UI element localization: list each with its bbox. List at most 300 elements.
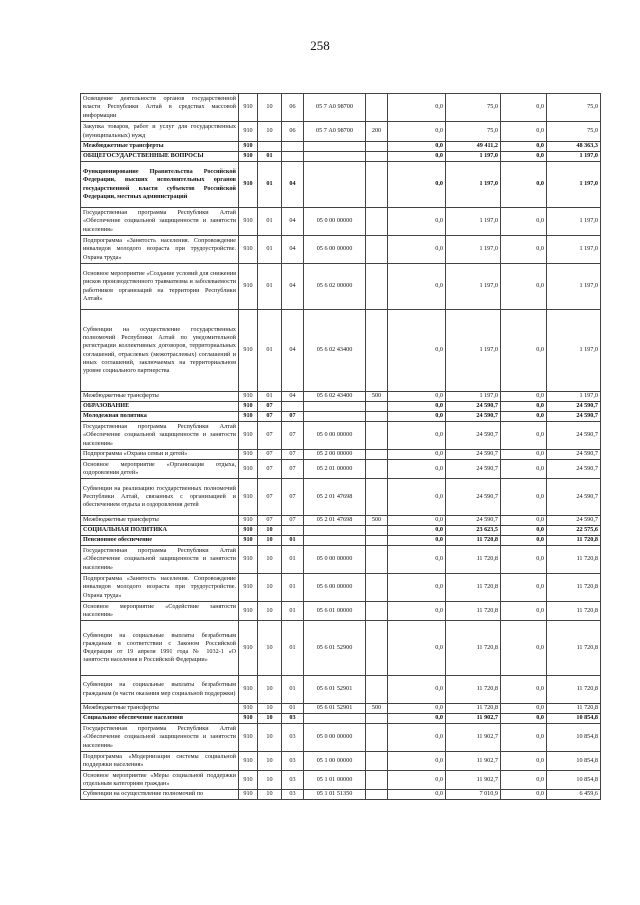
row-value-3: 0,0 — [501, 704, 547, 714]
table-row — [81, 752, 601, 771]
row-value-1: 0,0 — [388, 704, 446, 714]
table-row — [81, 526, 601, 536]
row-value-3: 0,0 — [501, 676, 547, 704]
row-ved-code: 910 — [239, 676, 258, 704]
row-target-code — [304, 714, 366, 724]
row-ved-code: 910 — [239, 536, 258, 546]
row-subsection-code — [282, 152, 304, 162]
row-ved-code: 910 — [239, 790, 258, 800]
row-section-code: 10 — [258, 621, 282, 676]
row-expense-type-code — [366, 790, 388, 800]
row-target-code: 05 6 01 52901 — [304, 704, 366, 714]
row-target-code: 05 1 00 00000 — [304, 752, 366, 771]
row-expense-type-code — [366, 479, 388, 516]
row-ved-code: 910 — [239, 460, 258, 479]
row-section-code: 01 — [258, 392, 282, 402]
row-value-2: 11 902,7 — [446, 752, 501, 771]
row-value-4: 75,0 — [547, 94, 601, 122]
row-section-code: 10 — [258, 536, 282, 546]
table-row — [81, 402, 601, 412]
row-value-1: 0,0 — [388, 771, 446, 790]
row-subsection-code: 04 — [282, 208, 304, 236]
row-value-2: 49 411,2 — [446, 142, 501, 152]
row-ved-code: 910 — [239, 402, 258, 412]
row-value-2: 24 590,7 — [446, 412, 501, 422]
row-target-code: 05 0 00 00000 — [304, 546, 366, 574]
row-ved-code: 910 — [239, 122, 258, 142]
row-value-4: 1 197,0 — [547, 236, 601, 264]
row-name: Основное мероприятие «Организация отдыха, оздоровления детей» — [81, 460, 239, 479]
row-section-code: 10 — [258, 724, 282, 752]
row-name: СОЦИАЛЬНАЯ ПОЛИТИКА — [81, 526, 239, 536]
row-name: Подпрограмма «Охрана семьи и детей» — [81, 450, 239, 460]
row-name: Межбюджетные трансферты — [81, 142, 239, 152]
row-value-2: 1 197,0 — [446, 264, 501, 310]
row-subsection-code: 01 — [282, 704, 304, 714]
row-name: Основное мероприятие «Содействие занятости населения» — [81, 602, 239, 621]
row-ved-code: 910 — [239, 621, 258, 676]
row-value-1: 0,0 — [388, 676, 446, 704]
row-subsection-code: 06 — [282, 94, 304, 122]
row-name: Основное мероприятие «Меры социальной поддержки отдельным категориям граждан» — [81, 771, 239, 790]
row-ved-code: 910 — [239, 412, 258, 422]
row-section-code: 10 — [258, 122, 282, 142]
row-ved-code: 910 — [239, 546, 258, 574]
row-value-3: 0,0 — [501, 621, 547, 676]
row-value-2: 11 720,8 — [446, 546, 501, 574]
row-value-4: 48 363,3 — [547, 142, 601, 152]
row-value-2: 11 902,7 — [446, 714, 501, 724]
row-value-4: 1 197,0 — [547, 392, 601, 402]
row-value-2: 24 590,7 — [446, 516, 501, 526]
row-value-3: 0,0 — [501, 771, 547, 790]
row-value-4: 24 590,7 — [547, 479, 601, 516]
row-target-code — [304, 402, 366, 412]
row-value-3: 0,0 — [501, 122, 547, 142]
row-target-code: 05 1 01 00000 — [304, 771, 366, 790]
row-subsection-code: 04 — [282, 236, 304, 264]
row-ved-code: 910 — [239, 152, 258, 162]
table-row — [81, 704, 601, 714]
row-expense-type-code — [366, 460, 388, 479]
row-value-4: 1 197,0 — [547, 152, 601, 162]
row-subsection-code: 07 — [282, 516, 304, 526]
row-target-code: 05 0 00 00000 — [304, 724, 366, 752]
row-subsection-code: 07 — [282, 460, 304, 479]
row-expense-type-code — [366, 94, 388, 122]
row-name: Функционирование Правительства Российской Федерации, высших исполнительных органов государственной власти субъектов Российской Федерации, местных администраций — [81, 162, 239, 208]
row-section-code — [258, 142, 282, 152]
row-ved-code: 910 — [239, 236, 258, 264]
table-row — [81, 208, 601, 236]
row-value-1: 0,0 — [388, 752, 446, 771]
row-subsection-code — [282, 526, 304, 536]
row-expense-type-code — [366, 402, 388, 412]
row-expense-type-code — [366, 574, 388, 602]
row-section-code: 07 — [258, 450, 282, 460]
row-value-2: 11 902,7 — [446, 771, 501, 790]
row-name: Молодежная политика — [81, 412, 239, 422]
row-value-1: 0,0 — [388, 714, 446, 724]
row-ved-code: 910 — [239, 771, 258, 790]
row-section-code: 01 — [258, 152, 282, 162]
table-row — [81, 724, 601, 752]
row-section-code: 07 — [258, 516, 282, 526]
row-target-code: 05 7 А0 98700 — [304, 122, 366, 142]
row-target-code: 05 6 01 00000 — [304, 602, 366, 621]
row-value-1: 0,0 — [388, 479, 446, 516]
row-expense-type-code — [366, 236, 388, 264]
row-expense-type-code — [366, 152, 388, 162]
row-value-4: 11 720,8 — [547, 536, 601, 546]
row-section-code: 07 — [258, 402, 282, 412]
table-row — [81, 264, 601, 310]
row-name: Социальное обеспечение населения — [81, 714, 239, 724]
row-value-1: 0,0 — [388, 310, 446, 392]
table-row — [81, 392, 601, 402]
row-value-3: 0,0 — [501, 236, 547, 264]
row-subsection-code: 07 — [282, 412, 304, 422]
row-value-1: 0,0 — [388, 546, 446, 574]
budget-table — [80, 93, 601, 800]
row-section-code: 01 — [258, 162, 282, 208]
row-name: Государственная программа Республики Алтай «Обеспечение социальной защищенности и занятости населения» — [81, 422, 239, 450]
row-value-4: 1 197,0 — [547, 264, 601, 310]
row-expense-type-code: 200 — [366, 122, 388, 142]
row-ved-code: 910 — [239, 516, 258, 526]
row-value-2: 1 197,0 — [446, 208, 501, 236]
row-subsection-code: 04 — [282, 264, 304, 310]
row-expense-type-code — [366, 142, 388, 152]
row-expense-type-code — [366, 208, 388, 236]
row-value-3: 0,0 — [501, 152, 547, 162]
row-name: Основное мероприятие «Создание условий для снижения рисков производственного травматизма и заболеваемости работников организаций на территории Республики Алтай» — [81, 264, 239, 310]
row-subsection-code: 01 — [282, 602, 304, 621]
row-value-3: 0,0 — [501, 402, 547, 412]
row-value-1: 0,0 — [388, 142, 446, 152]
row-value-3: 0,0 — [501, 422, 547, 450]
row-section-code: 01 — [258, 264, 282, 310]
row-subsection-code: 04 — [282, 162, 304, 208]
row-name: Государственная программа Республики Алтай «Обеспечение социальной защищенности и занятости населения» — [81, 546, 239, 574]
row-value-1: 0,0 — [388, 574, 446, 602]
table-row — [81, 122, 601, 142]
row-target-code — [304, 152, 366, 162]
row-expense-type-code — [366, 450, 388, 460]
row-target-code: 05 6 01 52900 — [304, 621, 366, 676]
row-value-2: 1 197,0 — [446, 236, 501, 264]
row-value-2: 75,0 — [446, 122, 501, 142]
table-row — [81, 94, 601, 122]
row-target-code: 05 2 01 47698 — [304, 516, 366, 526]
row-value-2: 11 720,8 — [446, 602, 501, 621]
row-expense-type-code — [366, 771, 388, 790]
row-subsection-code: 03 — [282, 752, 304, 771]
row-section-code: 10 — [258, 752, 282, 771]
row-subsection-code: 03 — [282, 714, 304, 724]
row-ved-code: 910 — [239, 752, 258, 771]
row-value-2: 24 590,7 — [446, 402, 501, 412]
table-row — [81, 479, 601, 516]
row-value-4: 1 197,0 — [547, 310, 601, 392]
row-target-code: 05 0 00 00000 — [304, 208, 366, 236]
table-row — [81, 162, 601, 208]
row-name: Подпрограмма «Занятость населения. Сопровождение инвалидов молодого возраста при трудоустройстве. Охрана труда» — [81, 236, 239, 264]
row-value-1: 0,0 — [388, 236, 446, 264]
table-row — [81, 546, 601, 574]
row-value-3: 0,0 — [501, 724, 547, 752]
row-section-code: 10 — [258, 602, 282, 621]
row-value-4: 24 590,7 — [547, 450, 601, 460]
row-value-3: 0,0 — [501, 479, 547, 516]
row-section-code: 10 — [258, 94, 282, 122]
row-value-1: 0,0 — [388, 412, 446, 422]
row-subsection-code — [282, 402, 304, 412]
table-row — [81, 602, 601, 621]
row-expense-type-code — [366, 310, 388, 392]
row-value-4: 11 720,8 — [547, 704, 601, 714]
row-name: Подпрограмма «Модернизация системы социальной поддержки населения» — [81, 752, 239, 771]
table-row — [81, 516, 601, 526]
row-ved-code: 910 — [239, 450, 258, 460]
row-value-4: 11 720,8 — [547, 574, 601, 602]
row-value-2: 23 623,5 — [446, 526, 501, 536]
row-ved-code: 910 — [239, 142, 258, 152]
row-ved-code: 910 — [239, 526, 258, 536]
row-value-4: 11 720,8 — [547, 546, 601, 574]
row-name: Субвенции на социальные выплаты безработным гражданам в соответствии с Законом Российской Федерации от 19 апреля 1991 года № 1032-1 «О занятости населения в Российской Федерации» — [81, 621, 239, 676]
row-expense-type-code — [366, 546, 388, 574]
table-row — [81, 714, 601, 724]
row-name: ОБЩЕГОСУДАРСТВЕННЫЕ ВОПРОСЫ — [81, 152, 239, 162]
row-ved-code: 910 — [239, 162, 258, 208]
row-value-1: 0,0 — [388, 724, 446, 752]
row-expense-type-code — [366, 412, 388, 422]
row-ved-code: 910 — [239, 264, 258, 310]
row-expense-type-code: 500 — [366, 704, 388, 714]
row-value-1: 0,0 — [388, 162, 446, 208]
table-row — [81, 310, 601, 392]
row-value-3: 0,0 — [501, 790, 547, 800]
row-value-4: 10 854,8 — [547, 752, 601, 771]
row-value-4: 22 575,6 — [547, 526, 601, 536]
row-value-4: 24 590,7 — [547, 460, 601, 479]
row-expense-type-code — [366, 422, 388, 450]
row-value-1: 0,0 — [388, 152, 446, 162]
row-value-1: 0,0 — [388, 94, 446, 122]
row-subsection-code: 03 — [282, 771, 304, 790]
row-expense-type-code: 500 — [366, 392, 388, 402]
row-value-3: 0,0 — [501, 460, 547, 479]
row-target-code: 05 6 00 00000 — [304, 236, 366, 264]
row-target-code: 05 2 01 00000 — [304, 460, 366, 479]
row-value-1: 0,0 — [388, 516, 446, 526]
row-value-4: 75,0 — [547, 122, 601, 142]
table-row — [81, 236, 601, 264]
row-subsection-code: 01 — [282, 621, 304, 676]
row-value-2: 7 010,9 — [446, 790, 501, 800]
row-value-2: 11 902,7 — [446, 724, 501, 752]
row-value-4: 6 459,6 — [547, 790, 601, 800]
table-row — [81, 152, 601, 162]
row-name: Подпрограмма «Занятость населения. Сопровождение инвалидов молодого возраста при трудоустройстве. Охрана труда» — [81, 574, 239, 602]
row-section-code: 10 — [258, 714, 282, 724]
row-name: ОБРАЗОВАНИЕ — [81, 402, 239, 412]
row-value-4: 24 590,7 — [547, 516, 601, 526]
table-row — [81, 460, 601, 479]
row-expense-type-code — [366, 724, 388, 752]
row-target-code — [304, 142, 366, 152]
row-value-2: 11 720,8 — [446, 676, 501, 704]
row-value-2: 11 720,8 — [446, 574, 501, 602]
row-target-code: 05 6 02 43400 — [304, 310, 366, 392]
table-row — [81, 621, 601, 676]
row-name: Межбюджетные трансферты — [81, 392, 239, 402]
row-value-1: 0,0 — [388, 402, 446, 412]
row-value-2: 1 197,0 — [446, 152, 501, 162]
row-value-3: 0,0 — [501, 208, 547, 236]
row-ved-code: 910 — [239, 602, 258, 621]
row-section-code: 07 — [258, 412, 282, 422]
row-target-code: 05 6 02 00000 — [304, 264, 366, 310]
row-value-2: 75,0 — [446, 94, 501, 122]
row-value-2: 24 590,7 — [446, 479, 501, 516]
row-name: Государственная программа Республики Алтай «Обеспечение социальной защищенности и занятости населения» — [81, 208, 239, 236]
row-value-2: 1 197,0 — [446, 310, 501, 392]
row-section-code: 07 — [258, 422, 282, 450]
row-value-3: 0,0 — [501, 142, 547, 152]
row-subsection-code: 04 — [282, 310, 304, 392]
row-value-2: 24 590,7 — [446, 450, 501, 460]
table-row — [81, 790, 601, 800]
row-ved-code: 910 — [239, 208, 258, 236]
row-section-code: 07 — [258, 479, 282, 516]
row-value-3: 0,0 — [501, 752, 547, 771]
row-value-1: 0,0 — [388, 460, 446, 479]
row-name: Субвенции на реализацию государственных полномочий Республики Алтай, связанных с организацией и обеспечением отдыха и оздоровления детей — [81, 479, 239, 516]
row-section-code: 10 — [258, 771, 282, 790]
row-value-1: 0,0 — [388, 602, 446, 621]
row-value-1: 0,0 — [388, 526, 446, 536]
row-name: Государственная программа Республики Алтай «Обеспечение социальной защищенности и занятости населения» — [81, 724, 239, 752]
row-name: Межбюджетные трансферты — [81, 516, 239, 526]
row-subsection-code: 07 — [282, 422, 304, 450]
row-section-code: 01 — [258, 208, 282, 236]
row-expense-type-code — [366, 621, 388, 676]
row-subsection-code: 01 — [282, 676, 304, 704]
row-target-code — [304, 536, 366, 546]
table-row — [81, 422, 601, 450]
row-target-code — [304, 412, 366, 422]
row-value-3: 0,0 — [501, 94, 547, 122]
row-expense-type-code — [366, 536, 388, 546]
row-value-3: 0,0 — [501, 392, 547, 402]
row-section-code: 01 — [258, 236, 282, 264]
budget-table-body — [81, 94, 601, 800]
row-subsection-code: 03 — [282, 724, 304, 752]
row-value-4: 10 854,8 — [547, 771, 601, 790]
row-value-1: 0,0 — [388, 208, 446, 236]
row-target-code: 05 0 00 00000 — [304, 422, 366, 450]
row-value-2: 1 197,0 — [446, 162, 501, 208]
table-row — [81, 574, 601, 602]
row-value-3: 0,0 — [501, 412, 547, 422]
row-value-3: 0,0 — [501, 536, 547, 546]
row-subsection-code — [282, 142, 304, 152]
row-subsection-code: 01 — [282, 546, 304, 574]
row-value-3: 0,0 — [501, 516, 547, 526]
row-value-2: 11 720,8 — [446, 704, 501, 714]
row-value-2: 1 197,0 — [446, 392, 501, 402]
row-subsection-code: 04 — [282, 392, 304, 402]
row-value-1: 0,0 — [388, 392, 446, 402]
row-name: Закупка товаров, работ и услуг для государственных (муниципальных) нужд — [81, 122, 239, 142]
row-value-3: 0,0 — [501, 310, 547, 392]
row-ved-code: 910 — [239, 724, 258, 752]
row-ved-code: 910 — [239, 574, 258, 602]
row-expense-type-code — [366, 676, 388, 704]
row-value-2: 11 720,8 — [446, 621, 501, 676]
row-ved-code: 910 — [239, 704, 258, 714]
row-value-4: 10 854,8 — [547, 714, 601, 724]
table-row — [81, 142, 601, 152]
row-value-1: 0,0 — [388, 122, 446, 142]
row-value-3: 0,0 — [501, 602, 547, 621]
row-section-code: 10 — [258, 704, 282, 714]
row-ved-code: 910 — [239, 392, 258, 402]
row-target-code — [304, 162, 366, 208]
row-value-1: 0,0 — [388, 790, 446, 800]
row-ved-code: 910 — [239, 422, 258, 450]
row-target-code: 05 1 01 51350 — [304, 790, 366, 800]
row-ved-code: 910 — [239, 479, 258, 516]
row-subsection-code: 06 — [282, 122, 304, 142]
row-value-3: 0,0 — [501, 526, 547, 536]
row-expense-type-code — [366, 752, 388, 771]
row-value-4: 1 197,0 — [547, 162, 601, 208]
row-value-3: 0,0 — [501, 546, 547, 574]
row-value-3: 0,0 — [501, 264, 547, 310]
row-section-code: 10 — [258, 574, 282, 602]
row-value-4: 11 720,8 — [547, 602, 601, 621]
row-section-code: 10 — [258, 790, 282, 800]
row-target-code: 05 2 01 47698 — [304, 479, 366, 516]
row-expense-type-code — [366, 714, 388, 724]
row-expense-type-code — [366, 162, 388, 208]
row-section-code: 10 — [258, 526, 282, 536]
row-ved-code: 910 — [239, 94, 258, 122]
row-value-2: 11 720,8 — [446, 536, 501, 546]
row-target-code — [304, 526, 366, 536]
row-expense-type-code — [366, 602, 388, 621]
row-name: Субвенции на осуществление полномочий по — [81, 790, 239, 800]
row-value-3: 0,0 — [501, 574, 547, 602]
row-name: Освещение деятельности органов государственной власти Республики Алтай в средствах массовой информации — [81, 94, 239, 122]
row-ved-code: 910 — [239, 714, 258, 724]
row-expense-type-code — [366, 264, 388, 310]
row-target-code: 05 7 А0 98700 — [304, 94, 366, 122]
row-value-4: 1 197,0 — [547, 208, 601, 236]
row-value-3: 0,0 — [501, 714, 547, 724]
row-target-code: 05 6 02 43400 — [304, 392, 366, 402]
row-subsection-code: 01 — [282, 536, 304, 546]
row-value-1: 0,0 — [388, 536, 446, 546]
row-value-2: 24 590,7 — [446, 460, 501, 479]
row-value-3: 0,0 — [501, 450, 547, 460]
row-name: Пенсионное обеспечение — [81, 536, 239, 546]
row-value-4: 24 590,7 — [547, 412, 601, 422]
row-value-2: 24 590,7 — [446, 422, 501, 450]
